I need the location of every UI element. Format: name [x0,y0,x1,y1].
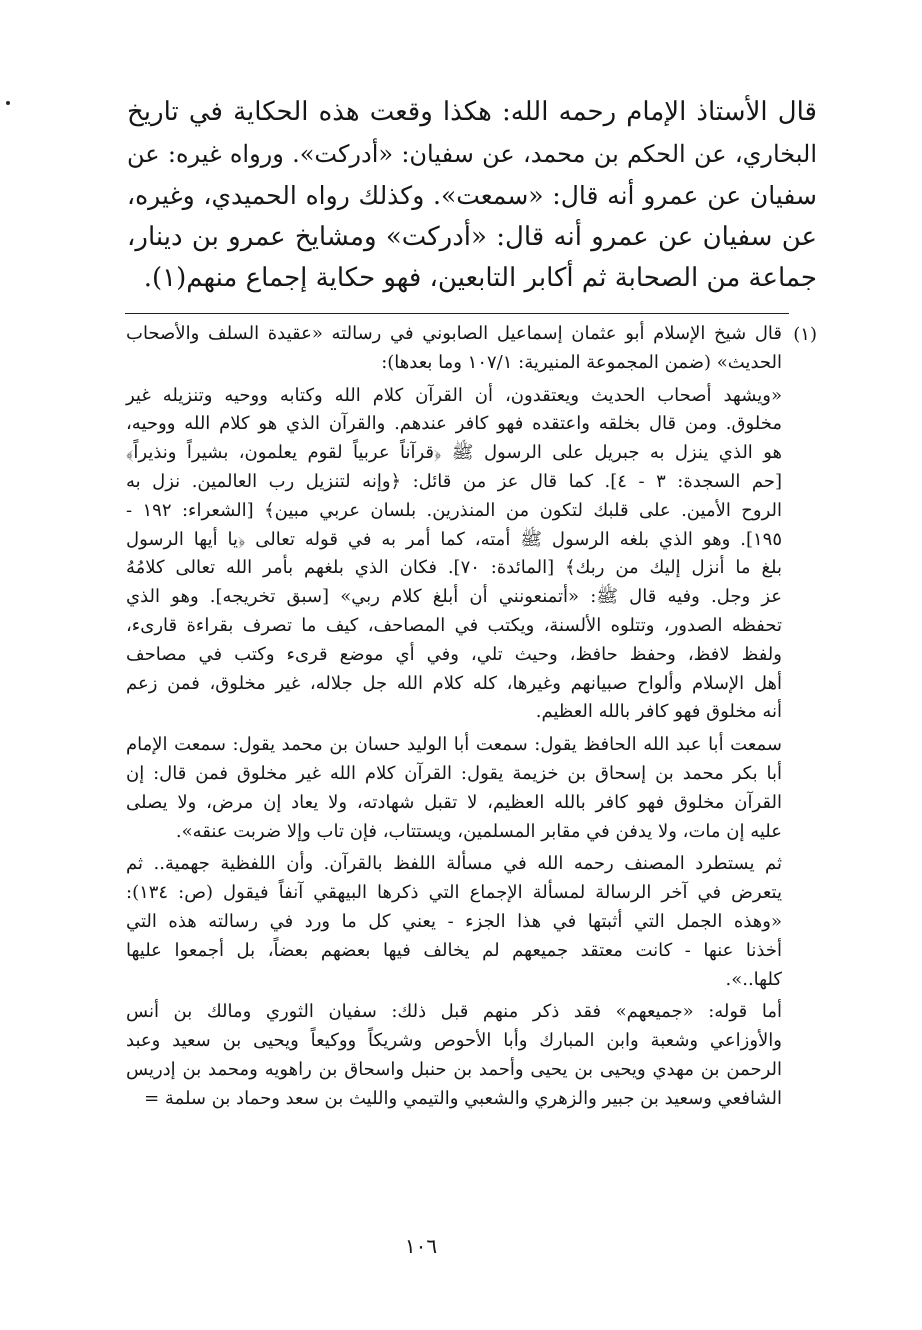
footnote-line: عليه إن مات، ولا يدفن في مقابر المسلمين، ويستتاب، فإن تاب وإلا ضربت عنقه». [175,820,782,842]
page-number: ١٠٦ [404,1234,438,1258]
footnote-line: أهل الإسلام وألواح صبيانهم وغيرها، كله كلام الله جل جلاله، غير مخلوق، فمن زعم [126,672,782,694]
footnote-line: [حم السجدة: ٣ - ٤]. كما قال عز من قائل: ﴿وإنه لتنزيل رب العالمين. نزل به [126,470,782,492]
main-text-line: جماعة من الصحابة ثم أكابر التابعين، فهو حكاية إجماع منهم(١). [143,263,817,293]
footnote-marker: (١) [793,324,817,345]
footnote-line: كلها..». [725,968,782,990]
footnote-line: مخلوق. ومن قال بخلقه واعتقده فهو كافر عندهم. والقرآن الذي هو كلام الله ووحيه، [126,413,782,435]
footnote-line: أبا بكر محمد بن إسحاق بن خزيمة يقول: القرآن كلام الله غير مخلوق فمن قال: إن [126,762,782,784]
footnote-line: الشافعي وسعيد بن جبير والزهري والشعبي والتيمي والليث بن سعد وحماد بن سلمة = [144,1087,782,1109]
footnote-line: يتعرض في آخر الرسالة لمسألة الإجماع التي ذكرها البيهقي آنفاً فيقول (ص: ١٣٤): [126,882,782,904]
footnote-line: والأوزاعي وشعبة وابن المبارك وأبا الأحوص وشريكاً ووكيعاً ويحيى بن سعيد وعبد [126,1030,782,1052]
footnote-line: ثم يستطرد المصنف رحمه الله في مسألة اللفظ بالقرآن. وأن اللفظية جهمية.. ثم [126,853,782,875]
footnote-line: ولفظ لافظ، وحفظ حافظ، وحيث تلي، وفي أي موضع قرىء وكتب في مصاحف [126,643,782,665]
footnote-line: الروح الأمين. على قلبك لتكون من المنذرين. بلسان عربي مبين﴾ [الشعراء: ١٩٢ - [126,499,782,521]
footnote-separator-rule [125,313,789,314]
footnote-line: سمعت أبا عبد الله الحافظ يقول: سمعت أبا الوليد حسان بن محمد يقول: سمعت الإمام [126,734,782,756]
footnote-line: هو الذي ينزل به جبريل على الرسول ﷺ ﴿قرآناً عربياً لقوم يعلمون، بشيراً ونذيراً﴾ [126,442,782,464]
footnote-line: قال شيخ الإسلام أبو عثمان إسماعيل الصابوني في رسالته «عقيدة السلف والأصحاب [126,323,782,344]
footnote-line: القرآن مخلوق فهو كافر بالله العظيم، لا تقبل شهادته، ولا يعاد إن مرض، ولا يصلى [126,791,782,813]
footnote-line: «ويشهد أصحاب الحديث ويعتقدون، أن القرآن كلام الله وكتابه ووحيه وتنزيله غير [126,384,782,406]
main-text-line: عن سفيان عن عمرو أنه قال: «أدركت» ومشايخ عمرو بن دينار، [127,221,817,252]
footnote-line: أما قوله: «جميعهم» فقد ذكر منهم قبل ذلك: سفيان الثوري ومالك بن أنس [126,1001,782,1023]
main-text-block [127,92,817,300]
footnote-block [126,320,782,1114]
main-text-line: قال الأستاذ الإمام رحمه الله: هكذا وقعت هذه الحكاية في تاريخ [127,97,817,127]
footnote-line: أخذنا عنها - كانت معتقد جميعهم لم يخالف فيها بعضهم بعضاً، بل أجمعوا عليها [126,939,782,961]
footnote-line: تحفظه الصدور، وتتلوه الألسنة، ويكتب في المصاحف، كيف ما تصرف بقراءة قارىء، [126,614,782,636]
scan-speck [6,101,10,105]
footnote-line: عز وجل. وفيه قال ﷺ: «أتمنعونني أن أبلغ كلام ربي» [سبق تخريجه]. وهو الذي [126,586,782,608]
footnote-line: ١٩٥]. وهو الذي بلغه الرسول ﷺ أمته، كما أمر به في قوله تعالى ﴿يا أيها الرسول [126,528,782,550]
footnote-line: أنه مخلوق فهو كافر بالله العظيم. [535,701,782,723]
footnote-line: بلغ ما أنزل إليك من ربك﴾ [المائدة: ٧٠]. فكان الذي بلغهم بأمر الله تعالى كلامُهُ [126,557,782,579]
footnote-line: الحديث» (ضمن المجموعة المنيرية: ١٠٧/١ وما بعدها): [381,351,782,373]
footnote-line: الرحمن بن مهدي ويحيى بن يحيى وأحمد بن حنبل واسحاق بن راهويه ومحمد بن إدريس [126,1058,782,1080]
main-text-line: البخاري، عن الحكم بن محمد، عن سفيان: «أدركت». ورواه غيره: عن [127,139,817,168]
main-text-line: سفيان عن عمرو أنه قال: «سمعت». وكذلك رواه الحميدي، وغيره، [127,181,817,210]
footnote-line: «وهذه الجمل التي أثبتها في هذا الجزء - يعني كل ما ورد في رسالته هذه التي [126,910,782,932]
